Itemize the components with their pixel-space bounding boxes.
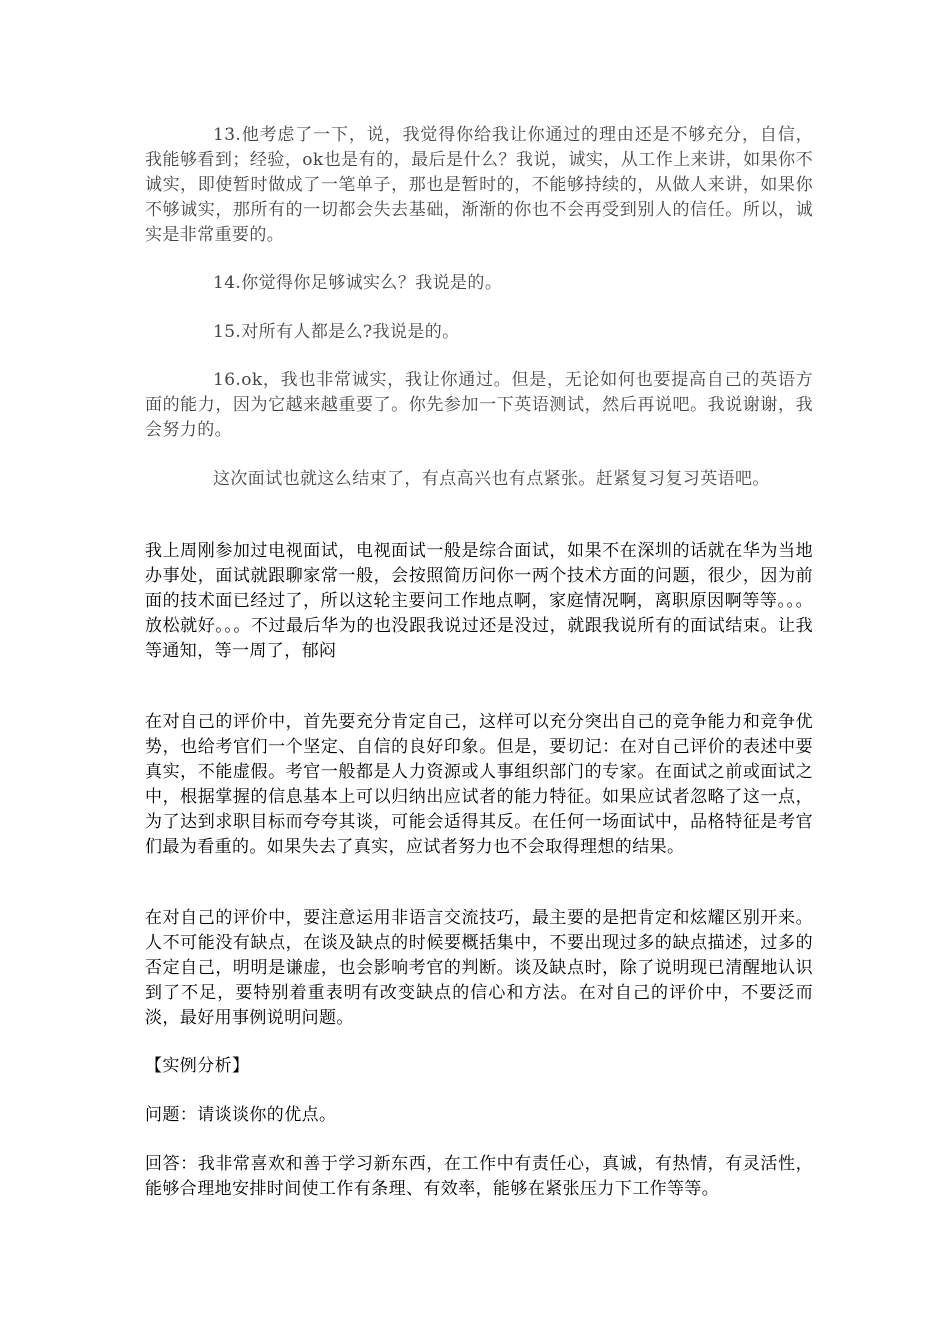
- self-evaluation-paragraph-2: 在对自己的评价中，要注意运用非语言交流技巧，最主要的是把肯定和炫耀区别开来。人不可能没有缺点，在谈及缺点的时候要概括集中，不要出现过多的缺点描述，过多的否定自己，明明是谦虚，也会影响考官的判断。谈及缺点时，除了说明现已清醒地认识到了不足，要特别着重表明有改变缺点的信心和方法。在对自己的评价中，不要泛而淡，最好用事例说明问题。: [145, 908, 813, 1028]
- paragraph-13: 13.他考虑了一下，说，我觉得你给我让你通过的理由还是不够充分，自信，我能够看到；经验，ok也是有的，最后是什么？我说，诚实，从工作上来讲，如果你不诚实，即使暂时做成了一笔单子，那也是暂时的，不能够持续的，从做人来讲，如果你不够诚实，那所有的一切都会失去基础，渐渐的你也不会再受到别人的信任。所以，诚实是非常重要的。: [145, 125, 813, 245]
- paragraph-15: 15.对所有人都是么?我说是的。: [213, 322, 460, 342]
- closing-paragraph: 这次面试也就这么结束了，有点高兴也有点紧张。赶紧复习复习英语吧。: [213, 469, 770, 489]
- case-analysis-heading: 【实例分析】: [145, 1056, 250, 1076]
- self-evaluation-paragraph-1: 在对自己的评价中，首先要充分肯定自己，这样可以充分突出自己的竞争能力和竞争优势，也给考官们一个坚定、自信的良好印象。但是，要切记：在对自己评价的表述中要真实，不能虚假。考官一般都是人力资源或人事组织部门的专家。在面试之前或面试之中，根据掌握的信息基本上可以归纳出应试者的能力特征。如果应试者忽略了这一点，为了达到求职目标而夸夸其谈，可能会适得其反。在任何一场面试中，品格特征是考官们最为看重的。如果失去了真实，应试者努力也不会取得理想的结果。: [145, 712, 813, 857]
- tv-interview-paragraph: 我上周刚参加过电视面试，电视面试一般是综合面试，如果不在深圳的话就在华为当地办事处，面试就跟聊家常一般，会按照简历问你一两个技术方面的问题，很少，因为前面的技术面已经过了，所以这轮主要问工作地点啊，家庭情况啊，离职原因啊等等。。。放松就好。。。不过最后华为的也没跟我说过还是没过，就跟我说所有的面试结束。让我等通知，等一周了，郁闷: [145, 541, 813, 661]
- paragraph-16: 16.ok，我也非常诚实，我让你通过。但是，无论如何也要提高自己的英语方面的能力，因为它越来越重要了。你先参加一下英语测试，然后再说吧。我说谢谢，我会努力的。: [145, 370, 813, 440]
- question-paragraph: 问题：请谈谈你的优点。: [145, 1105, 337, 1125]
- answer-paragraph: 回答：我非常喜欢和善于学习新东西，在工作中有责任心，真诚，有热情，有灵活性，能够合理地安排时间使工作有条理、有效率，能够在紧张压力下工作等等。: [145, 1154, 813, 1199]
- paragraph-14: 14.你觉得你足够诚实么？我说是的。: [213, 273, 503, 293]
